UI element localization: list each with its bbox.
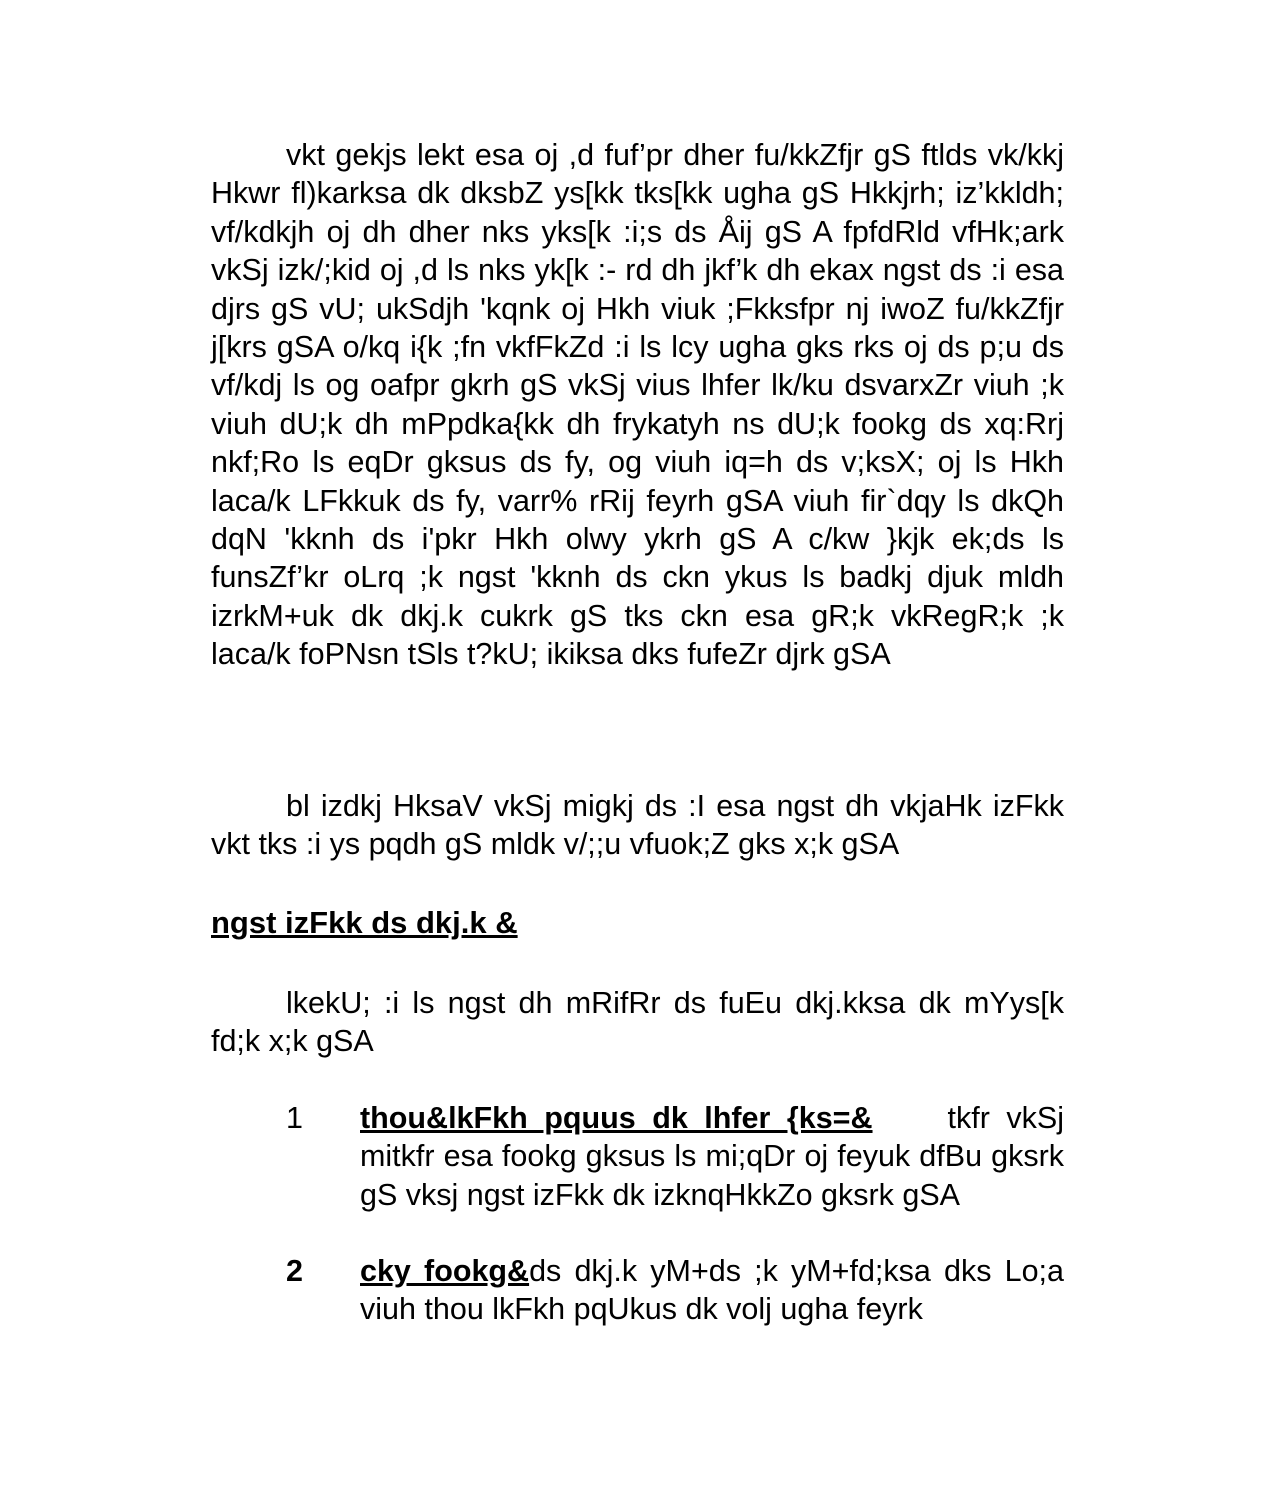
section-heading: ngst izFkk ds dkj.k & [211, 905, 518, 940]
paragraph-dowry-origin: bl izdkj HksaV vkSj migkj ds :I esa ngst dh vkjaHk izFkk vkt tks :i ys pqdh gS mldk v/;;u vfuok;Z gks x;k gSA [211, 789, 1064, 862]
list-item-number: 2 [286, 1254, 303, 1288]
paragraph-intro: lkekU; :i ls ngst dh mRifRr ds fuEu dkj.kksa dk mYys[k fd;k x;k gSA [211, 986, 1064, 1059]
list-item-body [360, 1099, 1064, 1214]
list-item-number: 1 [286, 1101, 303, 1135]
list-item-title: cky fookg& [360, 1254, 530, 1288]
list-item-text: ds dkj.k yM+ds ;k yM+fd;ksa dks Lo;a viuh thou lkFkh pqUkus dk volj ugha feyrk [360, 1254, 1064, 1327]
list-item-text: tkfr vkSj mitkfr esa fookg gksus ls mi;qDr oj feyuk dfBu gksrk gS vksj ngst izFkk dk izknqHkkZo gksrk gSA [360, 1101, 1065, 1212]
paragraph-dowry-price: vkt gekjs lekt esa oj ,d fuf’pr dher fu/kkZfjr gS ftlds vk/kkj Hkwr fl)karksa dk dksbZ ys[kk tks[kk ugha gS Hkkjrh; iz’kkldh; vf/kdkjh oj dh dher nks yks[k :i;s ds Åij gS A fpfdRld vfHk;ark vkSj izk/;kid oj ,d ls nks yk[k :- rd dh jkf’k dh ekax ngst ds :i esa djrs gS vU; ukSdjh 'kqnk oj Hkh viuk ;Fkksfpr nj iwoZ fu/kkZfjr j[krs gSA o/kq i{k ;fn vkfFkZd :i ls lcy ugha gks rks oj ds p;u ds vf/kdj ls og oafpr gkrh gS vkSj vius lhfer lk/ku dsvarxZr viuh ;k viuh dU;k dh mPpdka{kk dh frykatyh ns dU;k fookg ds xq:Rrj nkf;Ro ls eqDr gksus ds fy, og viuh iq=h ds v;ksX; oj ls Hkh laca/k LFkkuk ds fy, varr% rRij feyrh gSA viuh fir`dqy ls dkQh dqN 'kknh ds i'pkr Hkh olwy ykrh gS A c/kw }kjk ek;ds ls funsZf’kr oLrq ;k ngst 'kknh ds ckn ykus ls badkj djuk mldh izrkM+uk dk dkj.k cukrk gS tks ckn esa gR;k vkRegR;k ;k laca/k foPNsn tSls t?kU; ikiksa dks fufeZr djrk gSA [211, 138, 1064, 672]
list-item-body [360, 1252, 1064, 1329]
list-item-title: thou&lkFkh pquus dk lhfer {ks=& [360, 1101, 873, 1135]
